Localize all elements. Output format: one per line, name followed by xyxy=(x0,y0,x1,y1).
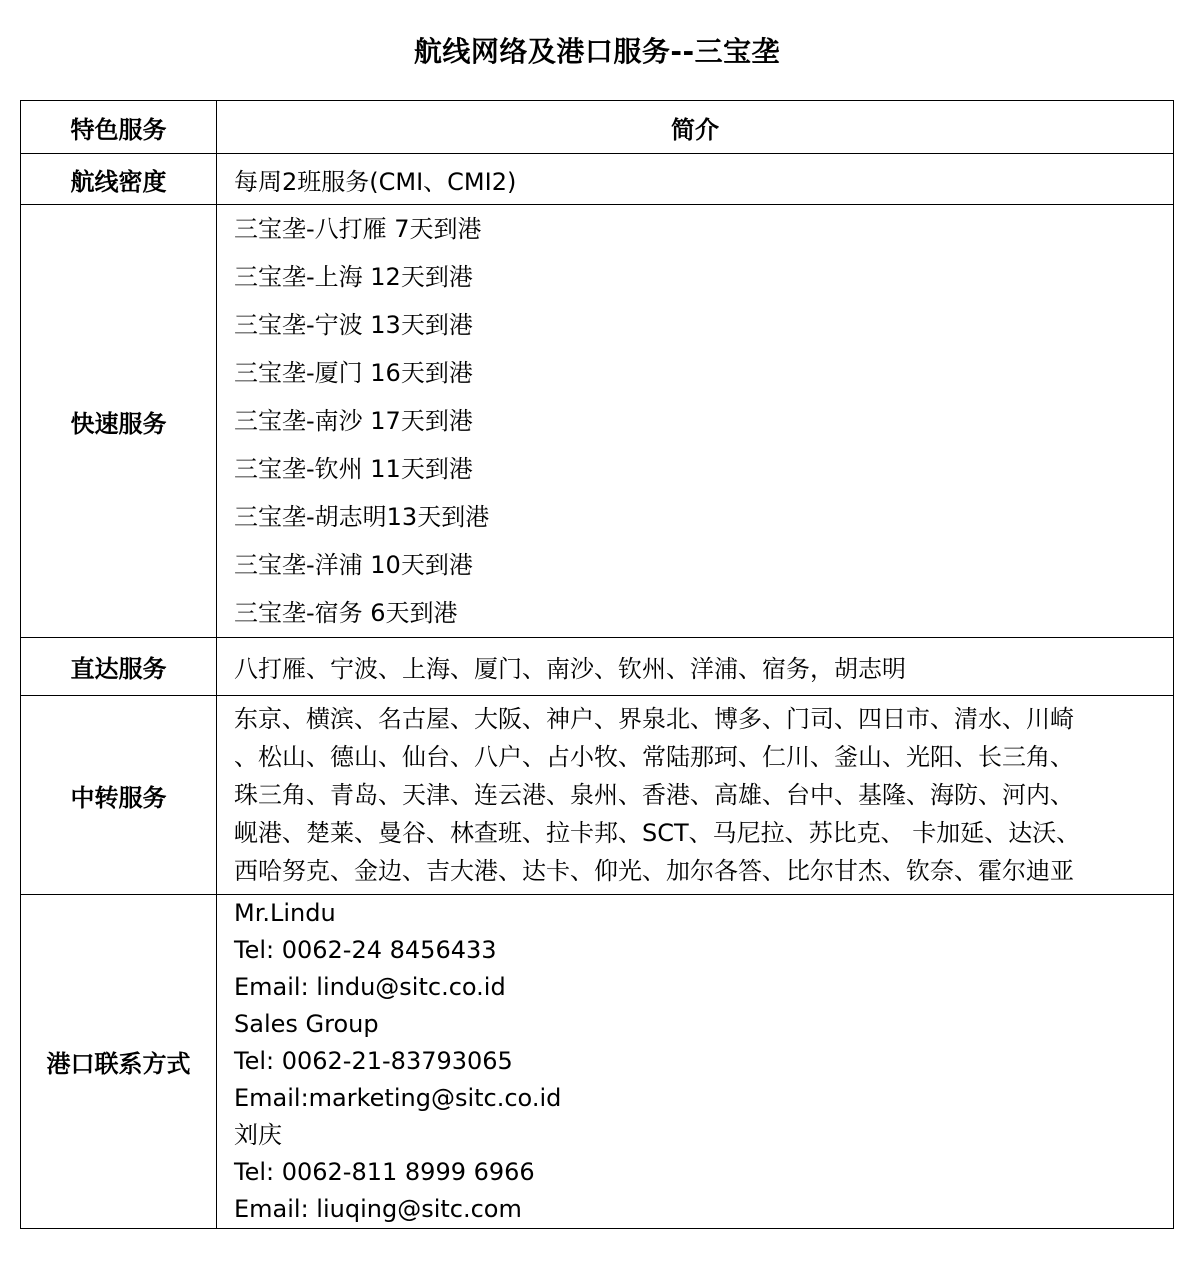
contact-line: Tel: 0062-24 8456433 xyxy=(234,936,497,964)
direct-service-label: 直达服务 xyxy=(21,638,217,696)
contact-line: Sales Group xyxy=(234,1010,379,1038)
contact-line: 刘庆 xyxy=(234,1121,282,1149)
contact-line: Mr.Lindu xyxy=(234,899,336,927)
transfer-service-label: 中转服务 xyxy=(21,696,217,895)
port-contact-label: 港口联系方式 xyxy=(21,895,217,1229)
list-item: 三宝垄-厦门 16天到港 xyxy=(234,359,473,387)
table-header-row xyxy=(21,101,1174,154)
port-contact-row xyxy=(21,895,1174,1229)
list-item: 三宝垄-洋浦 10天到港 xyxy=(234,551,473,579)
list-item: 三宝垄-上海 12天到港 xyxy=(234,263,473,291)
page-title: 航线网络及港口服务--三宝垄 xyxy=(413,35,781,68)
transfer-line: 东京、横滨、名古屋、大阪、神户、界泉北、博多、门司、四日市、清水、川崎 xyxy=(234,705,1074,733)
fast-service-label: 快速服务 xyxy=(21,205,217,638)
port-contact-list xyxy=(217,895,1174,1229)
list-item: 三宝垄-钦州 11天到港 xyxy=(234,455,473,483)
transfer-line: 珠三角、青岛、天津、连云港、泉州、香港、高雄、台中、基隆、海防、河内、 xyxy=(234,781,1074,809)
list-item: 三宝垄-八打雁 7天到港 xyxy=(234,215,482,243)
direct-service-text: 八打雁、宁波、上海、厦门、南沙、钦州、洋浦、宿务，胡志明 xyxy=(217,638,1174,696)
route-density-row xyxy=(21,154,1174,205)
fast-service-list xyxy=(217,205,1174,638)
transfer-line: 西哈努克、金边、吉大港、达卡、仰光、加尔各答、比尔甘杰、钦奈、霍尔迪亚 xyxy=(234,857,1074,885)
list-item: 三宝垄-南沙 17天到港 xyxy=(234,407,473,435)
contact-line: Tel: 0062-811 8999 6966 xyxy=(234,1158,535,1186)
list-item: 三宝垄-胡志明13天到港 xyxy=(234,503,490,531)
transfer-line: 岘港、楚莱、曼谷、林查班、拉卡邦、SCT、马尼拉、苏比克、 卡加延、达沃、 xyxy=(234,819,1081,847)
contact-line: Tel: 0062-21-83793065 xyxy=(234,1047,513,1075)
contact-line: Email: lindu@sitc.co.id xyxy=(234,973,506,1001)
route-density-text: 每周2班服务(CMI、CMI2) xyxy=(217,154,1174,205)
contact-line: Email:marketing@sitc.co.id xyxy=(234,1084,562,1112)
transfer-service-row xyxy=(21,696,1174,895)
header-intro: 简介 xyxy=(217,101,1174,154)
transfer-line: 、松山、德山、仙台、八户、占小牧、常陆那珂、仁川、釜山、光阳、长三角、 xyxy=(234,743,1074,771)
transfer-service-text xyxy=(217,696,1174,895)
list-item: 三宝垄-宁波 13天到港 xyxy=(234,311,473,339)
route-density-label: 航线密度 xyxy=(21,154,217,205)
contact-line: Email: liuqing@sitc.com xyxy=(234,1195,522,1223)
direct-service-row xyxy=(21,638,1174,696)
list-item: 三宝垄-宿务 6天到港 xyxy=(234,599,458,627)
services-table xyxy=(20,100,1174,1229)
fast-service-row xyxy=(21,205,1174,638)
header-feature: 特色服务 xyxy=(21,101,217,154)
